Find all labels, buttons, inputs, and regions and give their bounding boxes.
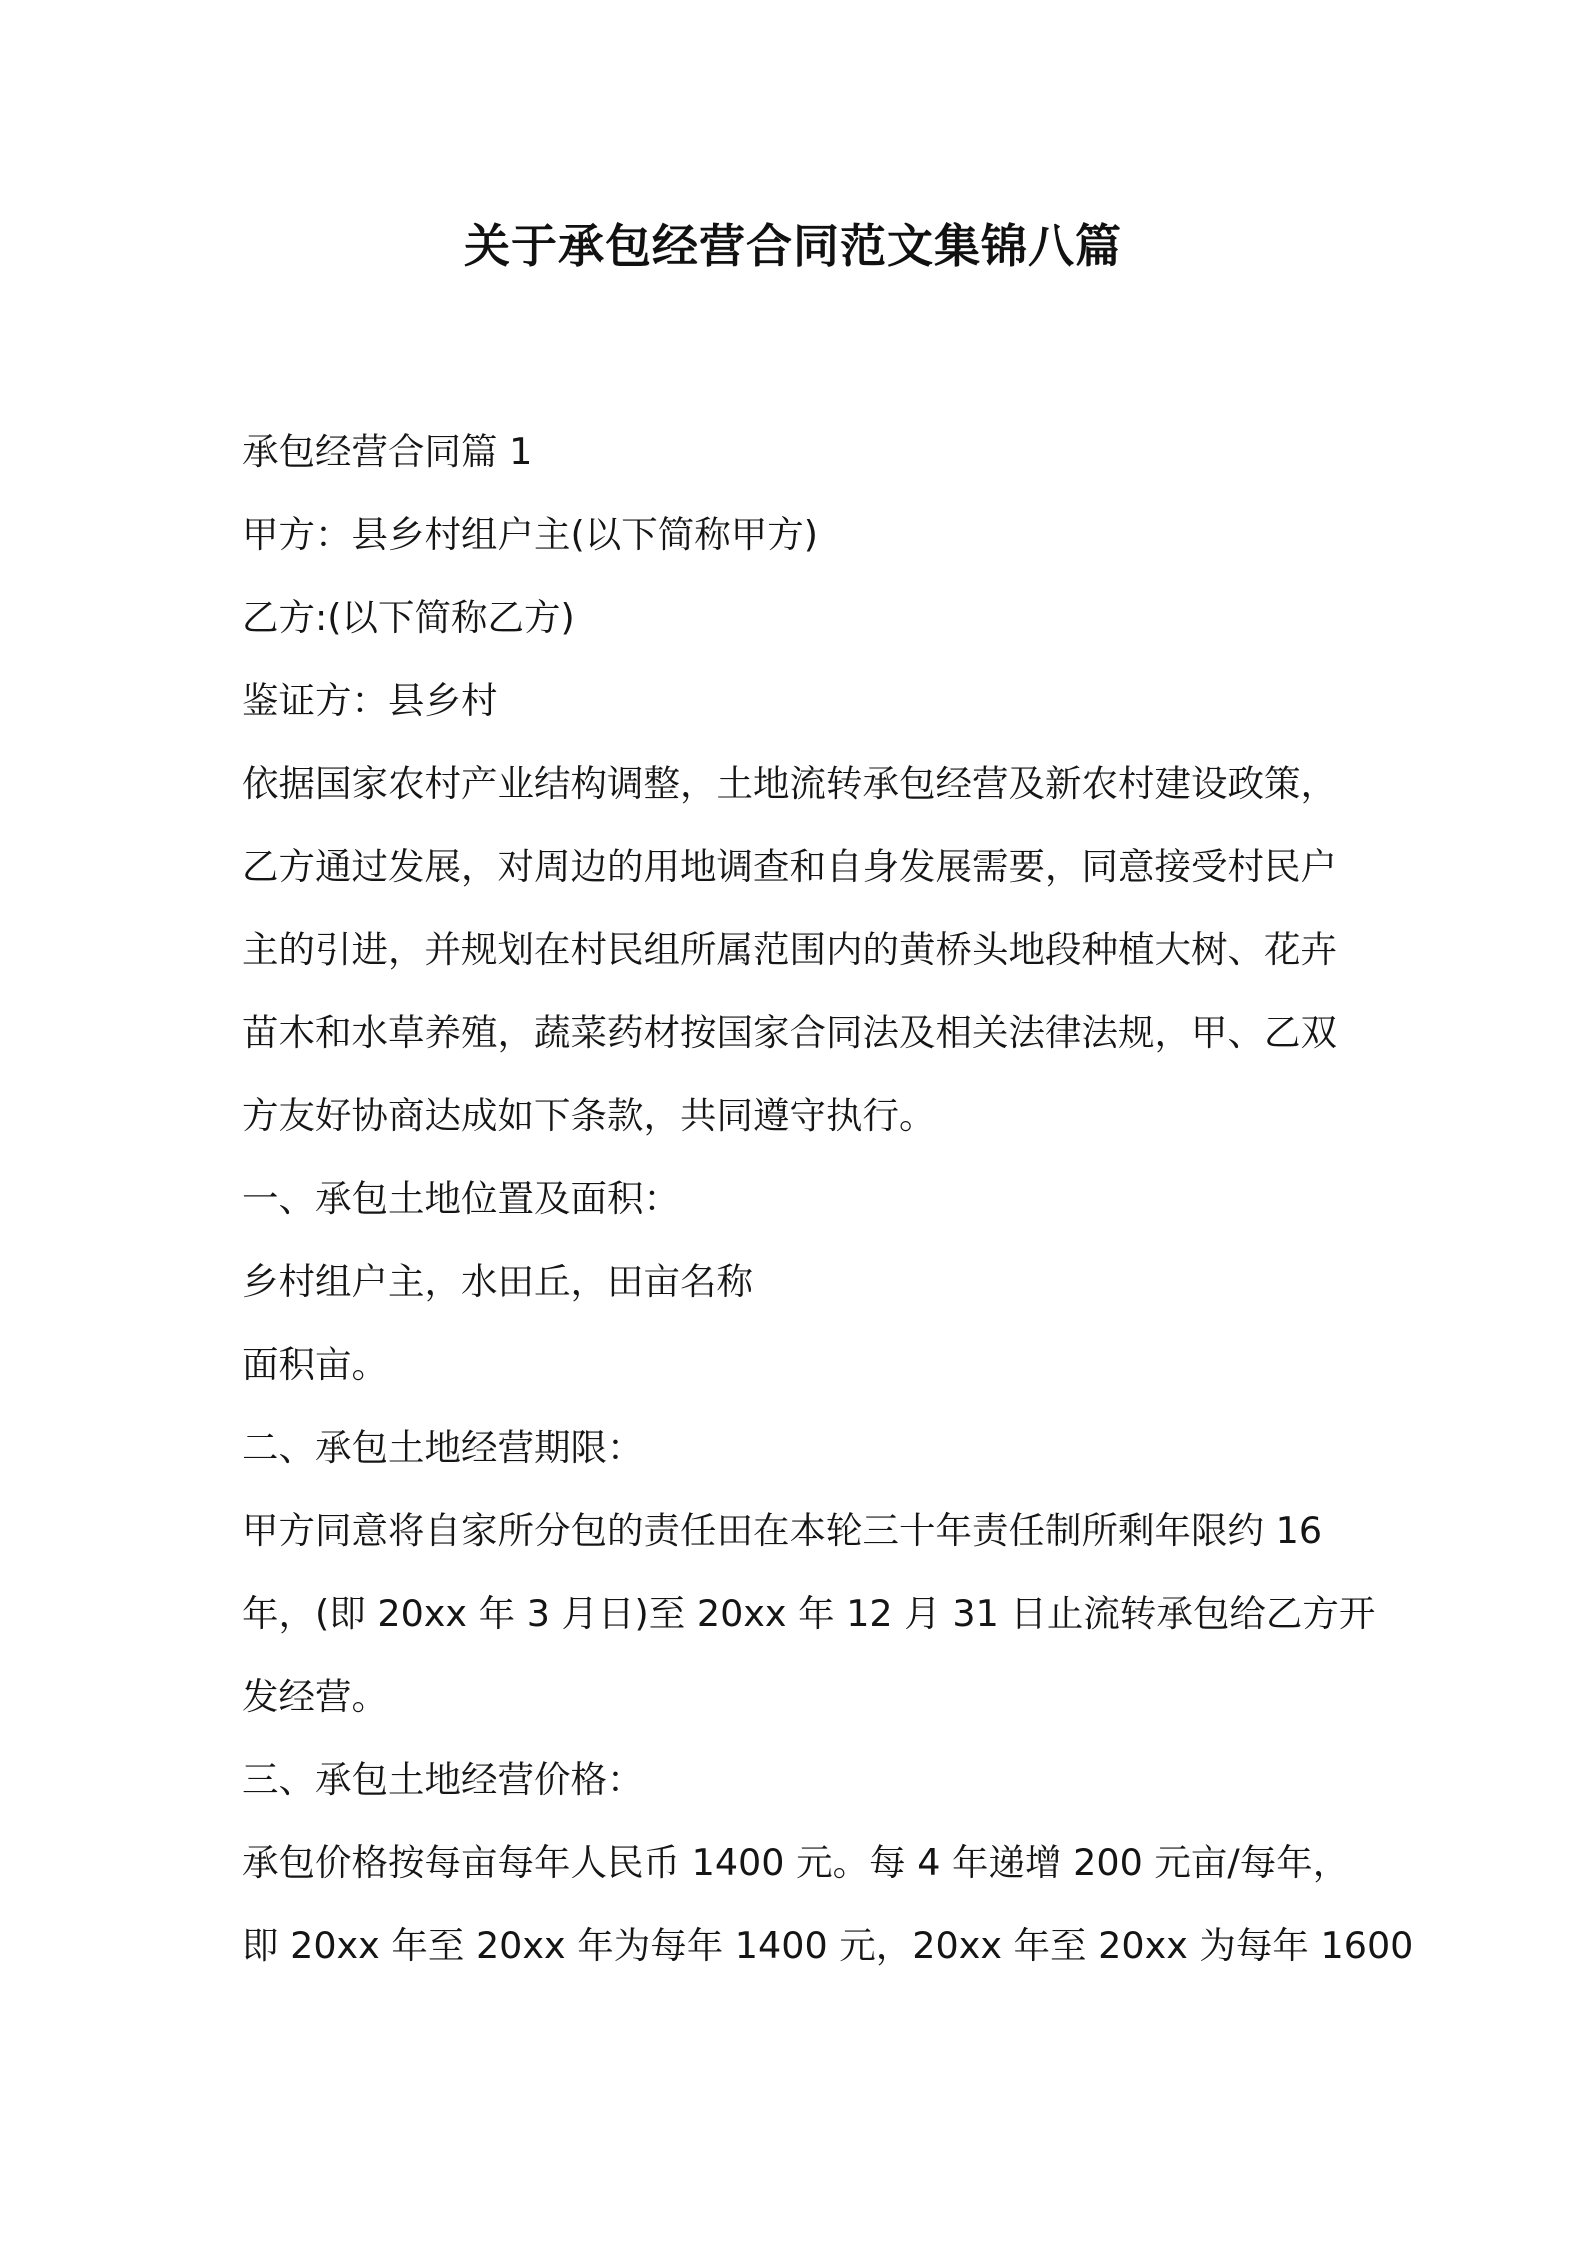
body-line-paragraph: 年，(即 20xx 年 3 月日)至 20xx 年 12 月 31 日止流转承包给乙方开 — [242, 1592, 1376, 1635]
body-line-paragraph: 乙方通过发展，对周边的用地调查和自身发展需要，同意接受村民户 — [242, 845, 1337, 888]
body-line-paragraph: 方友好协商达成如下条款，共同遵守执行。 — [242, 1094, 936, 1137]
body-line-paragraph: 主的引进，并规划在村民组所属范围内的黄桥头地段种植大树、花卉 — [242, 928, 1337, 971]
document-body — [242, 410, 1414, 1987]
body-line-paragraph: 面积亩。 — [242, 1343, 388, 1386]
body-line-paragraph: 甲方同意将自家所分包的责任田在本轮三十年责任制所剩年限约 16 — [242, 1509, 1323, 1552]
body-line-party-a: 甲方：县乡村组户主(以下简称甲方) — [242, 513, 818, 556]
body-line-witness: 鉴证方：县乡村 — [242, 679, 498, 722]
body-line-paragraph: 发经营。 — [242, 1675, 388, 1718]
body-line-clause-heading: 二、承包土地经营期限： — [242, 1426, 644, 1469]
body-line-paragraph: 依据国家农村产业结构调整，土地流转承包经营及新农村建设政策， — [242, 762, 1337, 805]
body-line-paragraph: 乡村组户主，水田丘，田亩名称 — [242, 1260, 753, 1303]
body-line-paragraph: 即 20xx 年至 20xx 年为每年 1400 元，20xx 年至 20xx 为每年 1600 — [242, 1924, 1414, 1967]
body-line-clause-heading: 一、承包土地位置及面积： — [242, 1177, 680, 1220]
body-line-paragraph: 苗木和水草养殖，蔬菜药材按国家合同法及相关法律法规，甲、乙双 — [242, 1011, 1337, 1054]
body-line-paragraph: 承包价格按每亩每年人民币 1400 元。每 4 年递增 200 元亩/每年， — [242, 1841, 1350, 1884]
document-title: 关于承包经营合同范文集锦八篇 — [464, 219, 1122, 273]
body-line-party-b: 乙方:(以下简称乙方) — [242, 596, 575, 639]
body-line-section-heading: 承包经营合同篇 1 — [242, 430, 533, 473]
body-line-clause-heading: 三、承包土地经营价格： — [242, 1758, 644, 1801]
